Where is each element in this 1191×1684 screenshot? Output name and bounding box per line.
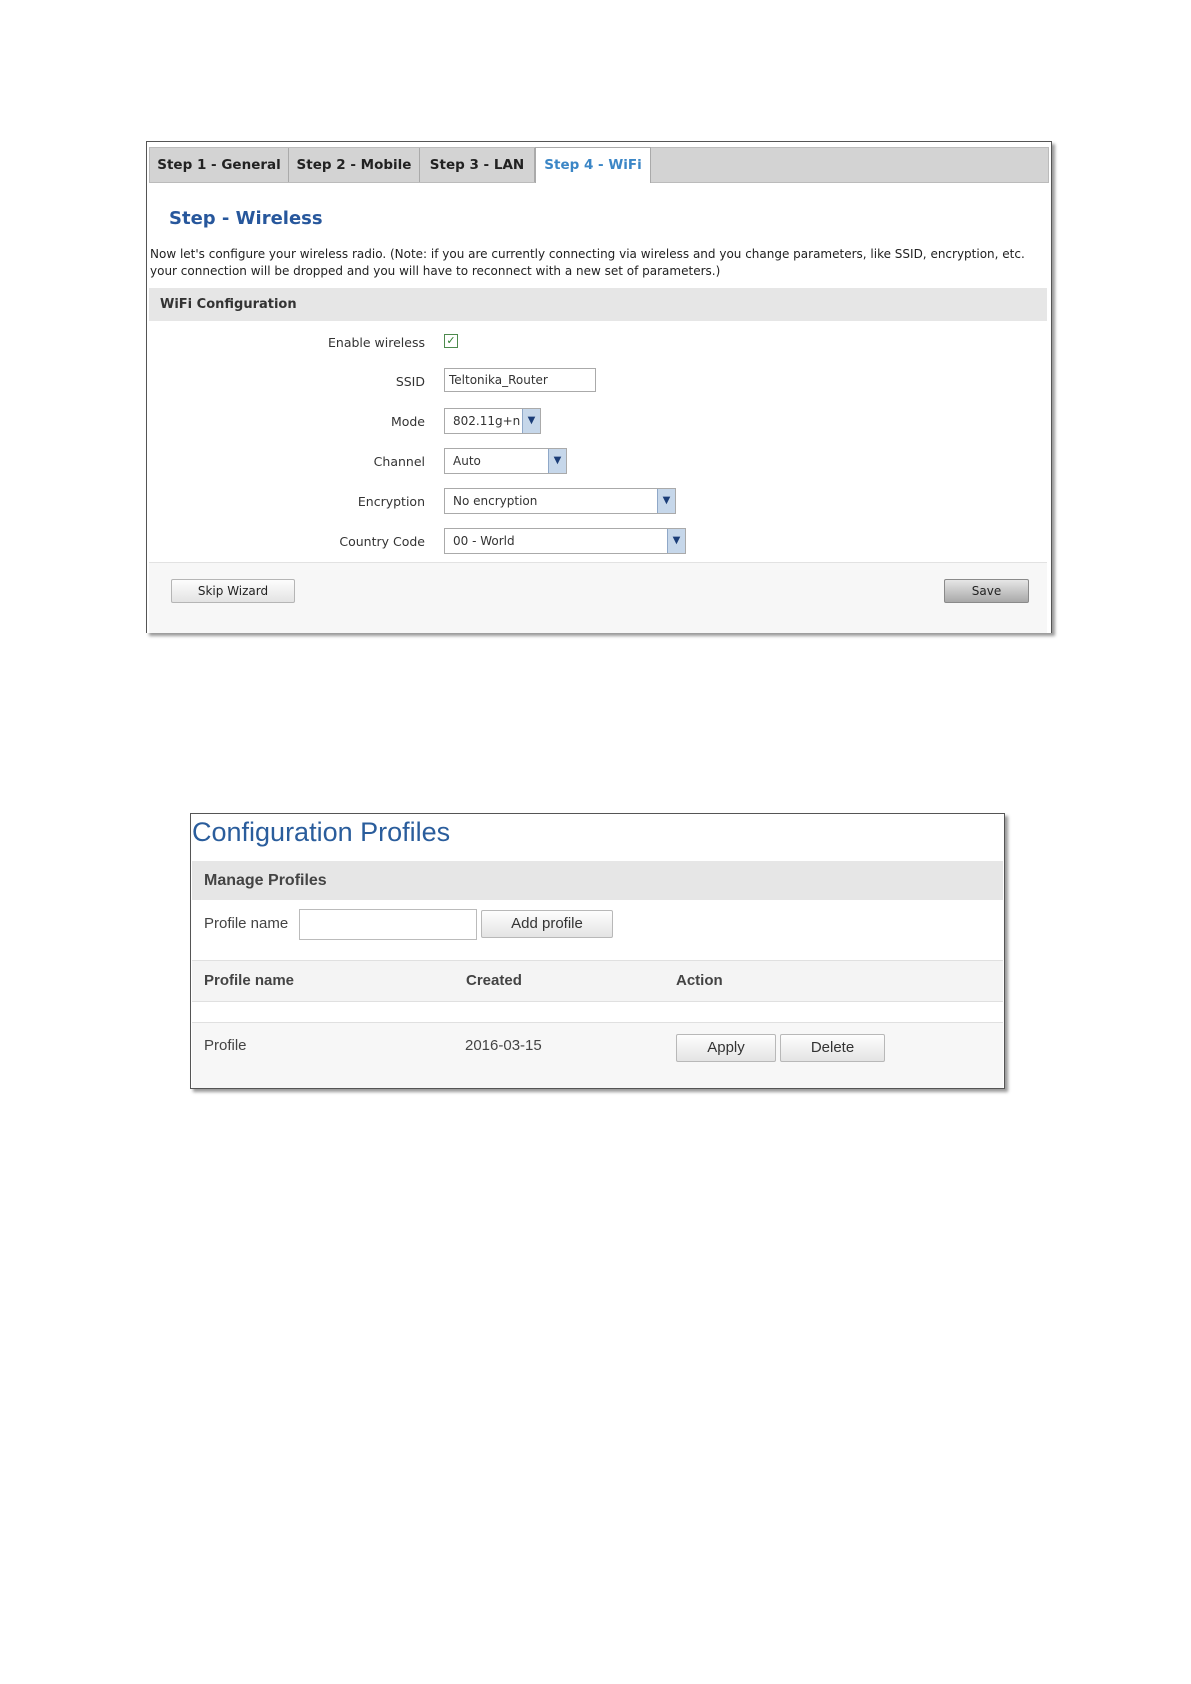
manage-profiles-header: Manage Profiles [192, 861, 1003, 900]
table-row [192, 1022, 1003, 1089]
tab-step-general[interactable]: Step 1 - General [150, 148, 289, 182]
save-button[interactable]: Save [944, 579, 1029, 603]
encryption-label: Encryption [357, 494, 425, 509]
column-created: Created [466, 972, 522, 989]
skip-wizard-button[interactable]: Skip Wizard [171, 579, 295, 603]
encryption-select-value: No encryption [453, 494, 538, 508]
country-code-label: Country Code [339, 534, 425, 549]
apply-profile-button[interactable]: Apply [676, 1034, 776, 1062]
step-description: Now let's configure your wireless radio. (Note: if you are currently connecting via wireless and you change parameters, like SSID, encryption, etc. your connection will be dropped and you will have to reconnect with a new set of parameters.) [150, 247, 1025, 278]
country-code-select-value: 00 - World [453, 534, 515, 548]
column-profile-name: Profile name [204, 972, 295, 989]
channel-select-value: Auto [453, 454, 481, 468]
chevron-down-icon[interactable]: ▼ [522, 409, 540, 433]
page-title: Step - Wireless [169, 208, 323, 229]
tab-step-wifi[interactable]: Step 4 - WiFi [535, 147, 651, 183]
encryption-select[interactable] [444, 488, 676, 514]
row-created-date: 2016-03-15 [465, 1037, 542, 1054]
chevron-down-icon[interactable]: ▼ [667, 529, 685, 553]
mode-select-value: 802.11g+n [453, 414, 521, 428]
tab-step-lan[interactable]: Step 3 - LAN [420, 148, 535, 182]
configuration-profiles-panel [190, 813, 1005, 1089]
row-profile-name: Profile [204, 1037, 247, 1054]
ssid-input[interactable]: Teltonika_Router [444, 368, 596, 392]
channel-label: Channel [373, 454, 425, 469]
channel-select[interactable] [444, 448, 567, 474]
profile-name-label: Profile name [204, 915, 289, 932]
enable-wireless-checkbox[interactable]: ✓ [444, 334, 458, 348]
chevron-down-icon[interactable]: ▼ [657, 489, 675, 513]
profiles-table-header [192, 960, 1003, 1002]
ssid-label: SSID [395, 374, 425, 389]
mode-select[interactable] [444, 408, 541, 434]
mode-label: Mode [390, 414, 425, 429]
enable-wireless-label: Enable wireless [328, 335, 425, 350]
wifi-configuration-header: WiFi Configuration [149, 288, 1047, 321]
wizard-footer [149, 562, 1047, 633]
setup-wizard-panel [146, 141, 1052, 633]
profiles-page-title: Configuration Profiles [192, 817, 451, 847]
wizard-tab-bar [149, 147, 1049, 183]
delete-profile-button[interactable]: Delete [780, 1034, 885, 1062]
column-action: Action [676, 972, 723, 989]
profile-name-input[interactable] [299, 909, 477, 940]
chevron-down-icon[interactable]: ▼ [548, 449, 566, 473]
country-code-select[interactable] [444, 528, 686, 554]
add-profile-button[interactable]: Add profile [481, 910, 613, 938]
tab-step-mobile[interactable]: Step 2 - Mobile [289, 148, 420, 182]
